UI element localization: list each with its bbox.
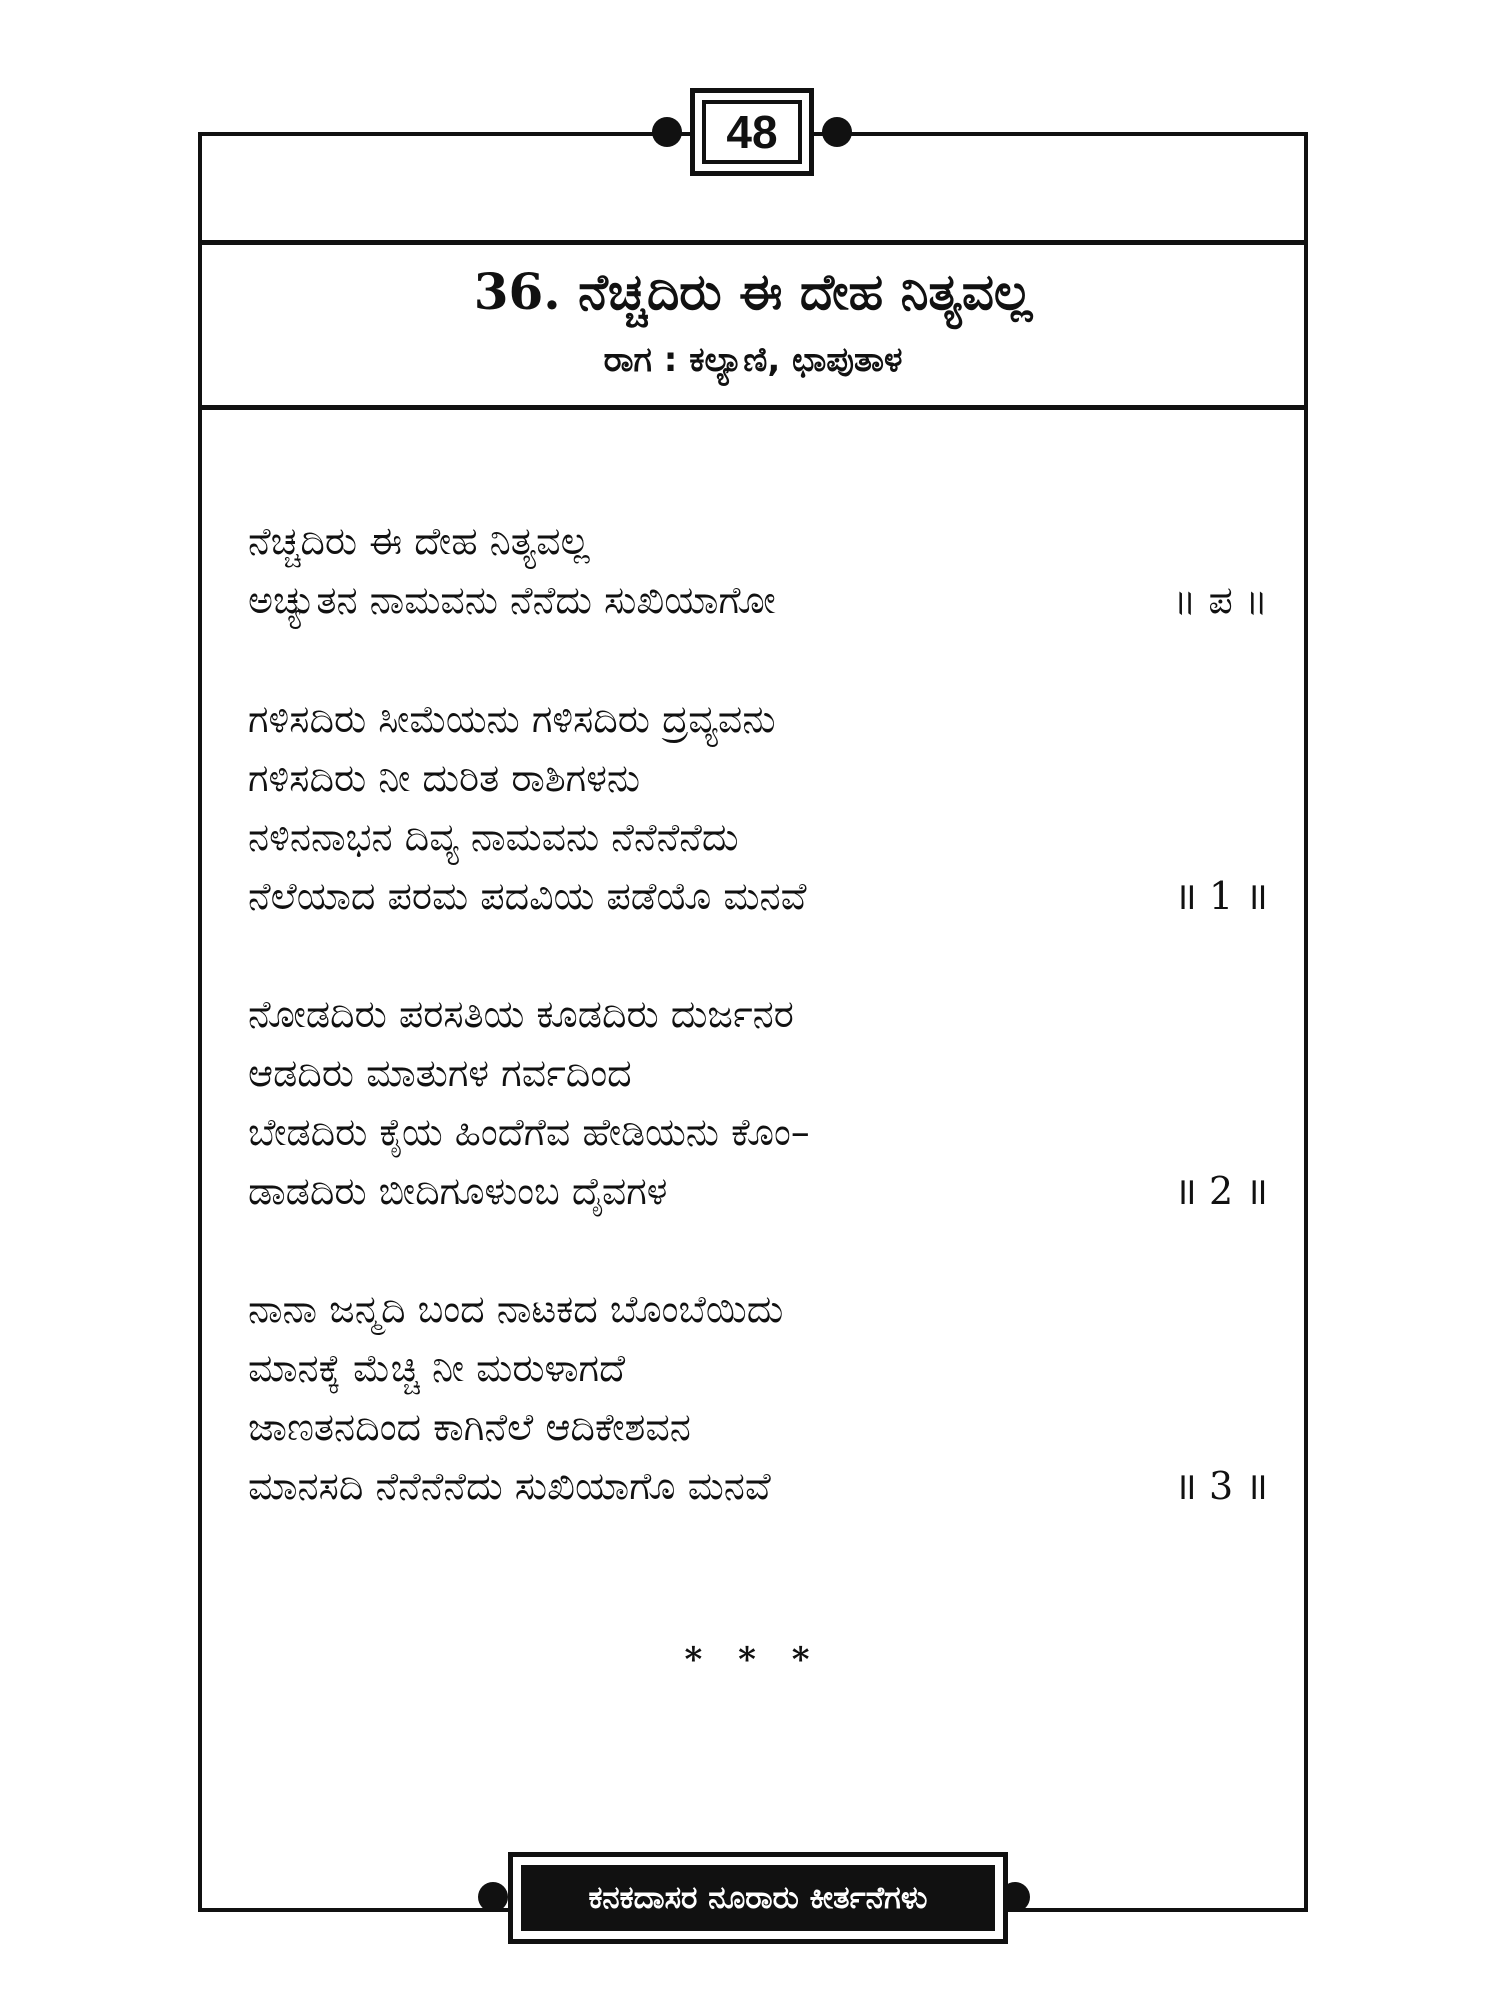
verse-line: ಮಾನಸದಿ ನೆನೆನೆನೆದು ಸುಖಿಯಾಗೊ ಮನವೆ ॥ 3 ॥ bbox=[248, 1457, 1268, 1516]
header-bottom-rule bbox=[198, 405, 1308, 410]
verse-line: ಗಳಿಸದಿರು ನೀ ದುರಿತ ರಾಶಿಗಳನು bbox=[248, 756, 641, 800]
page-number: 48 bbox=[702, 100, 802, 164]
verse-1 bbox=[248, 690, 1268, 926]
ornament-dot-right bbox=[822, 117, 852, 147]
verse-marker: ॥ ಪ ॥ bbox=[1173, 578, 1268, 622]
verse-line: ಗಳಿಸದಿರು ಸೀಮೆಯನು ಗಳಿಸದಿರು ದ್ರವ್ಯವನು bbox=[248, 697, 776, 741]
song-title: 36. ನೆಚ್ಚದಿರು ಈ ದೇಹ ನಿತ್ಯವಲ್ಲ bbox=[473, 262, 1033, 321]
book-title-footer: ಕನಕದಾಸರ ನೂರಾರು ಕೀರ್ತನೆಗಳು bbox=[521, 1865, 995, 1931]
verse-refrain bbox=[248, 512, 1268, 630]
verse-line: ನೋಡದಿರು ಪರಸತಿಯ ಕೂಡದಿರು ದುರ್ಜನರ bbox=[248, 992, 794, 1036]
verse-line: ಬೇಡದಿರು ಕೈಯ ಹಿಂದೆಗೆವ ಹೇಡಿಯನು ಕೊಂ– bbox=[248, 1110, 810, 1154]
verse-2 bbox=[248, 985, 1268, 1221]
ornament-dot-left bbox=[478, 1882, 508, 1912]
verse-line: ನೆಲೆಯಾದ ಪರಮ ಪದವಿಯ ಪಡೆಯೊ ಮನವೆ ॥ 1 ॥ bbox=[248, 867, 1268, 926]
verse-line: ನೆಚ್ಚದಿರು ಈ ದೇಹ ನಿತ್ಯವಲ್ಲ bbox=[248, 519, 590, 563]
verse-marker: ॥ 2 ॥ bbox=[1174, 1169, 1268, 1213]
verse-line: ಆಡದಿರು ಮಾತುಗಳ ಗರ್ವದಿಂದ bbox=[248, 1051, 632, 1095]
verse-marker: ॥ 3 ॥ bbox=[1174, 1464, 1268, 1508]
raga-tala: ರಾಗ : ಕಲ್ಯಾಣಿ, ಛಾಪುತಾಳ bbox=[603, 340, 903, 380]
verse-line: ಅಚ್ಯುತನ ನಾಮವನು ನೆನೆದು ಸುಖಿಯಾಗೋ ॥ ಪ ॥ bbox=[248, 571, 1268, 630]
verse-3 bbox=[248, 1280, 1268, 1516]
ornament-dot-left bbox=[652, 117, 682, 147]
header-top-rule bbox=[198, 240, 1308, 245]
page-number-box bbox=[690, 88, 814, 176]
verse-line: ಡಾಡದಿರು ಬೀದಿಗೂಳುಂಬ ದೈವಗಳ ॥ 2 ॥ bbox=[248, 1162, 1268, 1221]
verse-line: ನಳಿನನಾಭನ ದಿವ್ಯ ನಾಮವನು ನೆನೆನೆನೆದು bbox=[248, 815, 739, 859]
verse-line: ನಾನಾ ಜನ್ಮದಿ ಬಂದ ನಾಟಕದ ಬೊಂಬೆಯಿದು bbox=[248, 1287, 784, 1331]
verse-line: ಜಾಣತನದಿಂದ ಕಾಗಿನೆಲೆ ಆದಿಕೇಶವನ bbox=[248, 1405, 691, 1449]
verse-marker: ॥ 1 ॥ bbox=[1174, 874, 1268, 918]
footer-box bbox=[508, 1852, 1008, 1944]
section-separator: * * * bbox=[684, 1640, 822, 1680]
verse-line: ಮಾನಕ್ಕೆ ಮೆಚ್ಚಿ ನೀ ಮರುಳಾಗದೆ bbox=[248, 1346, 626, 1390]
